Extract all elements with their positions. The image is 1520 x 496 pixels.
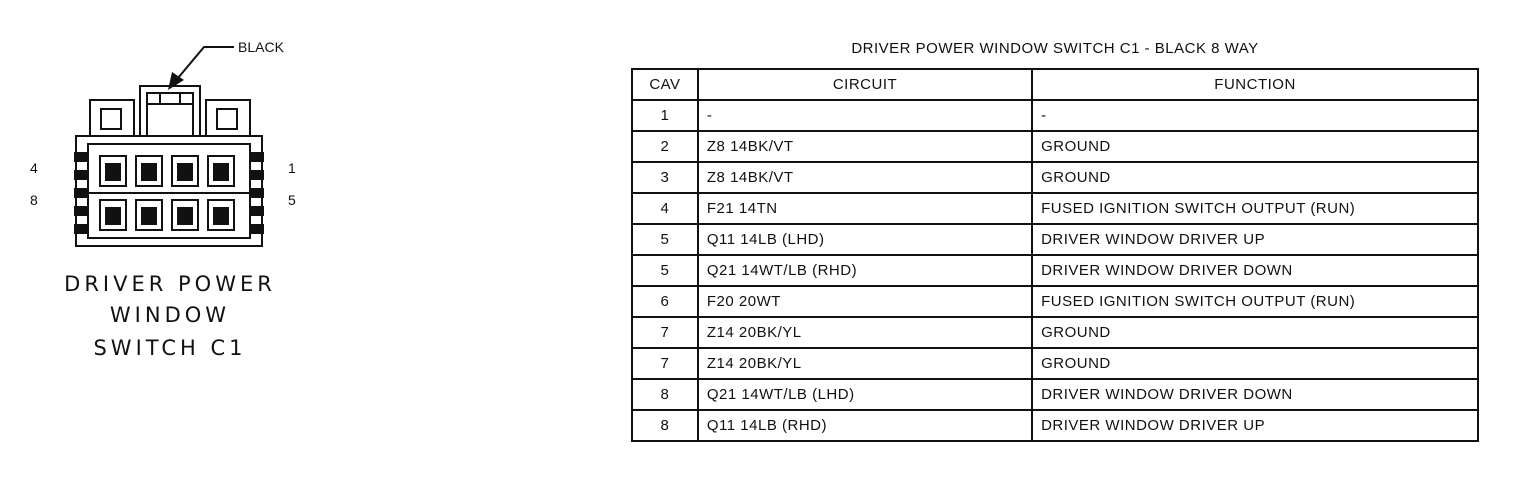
circuit-cell: Q21 14WT/LB (RHD) — [698, 255, 1032, 286]
circuit-cell: Z8 14BK/VT — [698, 131, 1032, 162]
function-cell: DRIVER WINDOW DRIVER UP — [1032, 224, 1478, 255]
table-row — [632, 410, 1478, 441]
table-row — [632, 162, 1478, 193]
circuit-cell: F20 20WT — [698, 286, 1032, 317]
table-row — [632, 255, 1478, 286]
cav-cell: 7 — [632, 317, 698, 348]
function-cell: GROUND — [1032, 162, 1478, 193]
cav-cell: 1 — [632, 100, 698, 131]
cavity-row-top — [100, 156, 234, 186]
table-header-row — [632, 69, 1478, 100]
pin-label-4: 4 — [30, 160, 38, 176]
function-cell: GROUND — [1032, 131, 1478, 162]
circuit-cell: Q21 14WT/LB (LHD) — [698, 379, 1032, 410]
table-row — [632, 100, 1478, 131]
cav-cell: 2 — [632, 131, 698, 162]
header-cav: CAV — [632, 69, 698, 100]
function-cell: GROUND — [1032, 348, 1478, 379]
header-function: FUNCTION — [1032, 69, 1478, 100]
cavity-row-bottom — [100, 200, 234, 230]
table-row — [632, 193, 1478, 224]
table-row — [632, 286, 1478, 317]
header-circuit: CIRCUIT — [698, 69, 1032, 100]
connector-caption-line-2: WINDOW — [109, 303, 231, 327]
function-cell: - — [1032, 100, 1478, 131]
circuit-cell: Z14 20BK/YL — [698, 317, 1032, 348]
table-row — [632, 317, 1478, 348]
connector-latch — [140, 86, 200, 136]
cav-cell: 8 — [632, 410, 698, 441]
function-cell: DRIVER WINDOW DRIVER DOWN — [1032, 255, 1478, 286]
cav-cell: 5 — [632, 224, 698, 255]
circuit-cell: Q11 14LB (LHD) — [698, 224, 1032, 255]
callout-leader-line — [178, 47, 234, 78]
cav-cell: 8 — [632, 379, 698, 410]
pin-label-5: 5 — [288, 192, 296, 208]
circuit-cell: Z8 14BK/VT — [698, 162, 1032, 193]
cav-cell: 6 — [632, 286, 698, 317]
pinout-table — [631, 68, 1479, 442]
color-callout-label: BLACK — [238, 39, 284, 55]
pin-label-8: 8 — [30, 192, 38, 208]
connector-caption-line-3: SWITCH C1 — [93, 336, 247, 360]
table-title: DRIVER POWER WINDOW SWITCH C1 - BLACK 8 WAY — [851, 40, 1259, 57]
table-row — [632, 131, 1478, 162]
table-row — [632, 379, 1478, 410]
cav-cell: 5 — [632, 255, 698, 286]
circuit-cell: Z14 20BK/YL — [698, 348, 1032, 379]
circuit-cell: F21 14TN — [698, 193, 1032, 224]
function-cell: GROUND — [1032, 317, 1478, 348]
connector-left-tab — [90, 100, 134, 136]
table-row — [632, 348, 1478, 379]
pin-label-1: 1 — [288, 160, 296, 176]
function-cell: DRIVER WINDOW DRIVER UP — [1032, 410, 1478, 441]
circuit-cell: - — [698, 100, 1032, 131]
connector-right-tab — [206, 100, 250, 136]
cav-cell: 7 — [632, 348, 698, 379]
connector-diagram — [0, 0, 320, 260]
connector-caption-line-1: DRIVER POWER — [64, 272, 276, 296]
function-cell: DRIVER WINDOW DRIVER DOWN — [1032, 379, 1478, 410]
cav-cell: 3 — [632, 162, 698, 193]
table-row — [632, 224, 1478, 255]
function-cell: FUSED IGNITION SWITCH OUTPUT (RUN) — [1032, 286, 1478, 317]
function-cell: FUSED IGNITION SWITCH OUTPUT (RUN) — [1032, 193, 1478, 224]
circuit-cell: Q11 14LB (RHD) — [698, 410, 1032, 441]
cav-cell: 4 — [632, 193, 698, 224]
